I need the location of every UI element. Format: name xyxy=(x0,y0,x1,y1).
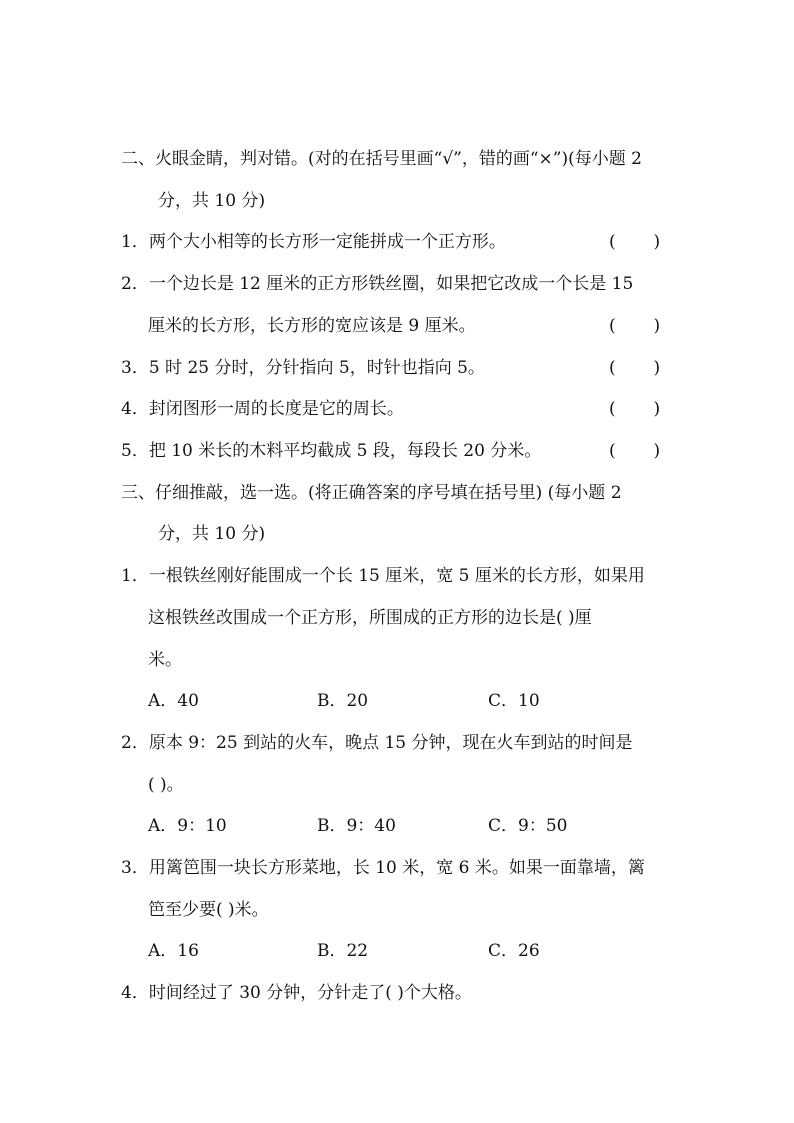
section2-heading-line2: 分，共 10 分) xyxy=(158,191,266,211)
mc-question-3-line1: 3．用篱笆围一块长方形菜地，长 10 米，宽 6 米。如果一面靠墙，篱 xyxy=(121,858,645,878)
option-c[interactable]: C．9：50 xyxy=(488,816,568,836)
mc-question-3-line2: 笆至少要( )米。 xyxy=(148,900,269,920)
option-a[interactable]: A．40 xyxy=(148,691,199,711)
tf-question-2-line1: 2．一个边长是 12 厘米的正方形铁丝圈，如果把它改成一个长是 15 xyxy=(121,274,634,294)
section3-heading-line2: 分，共 10 分) xyxy=(158,524,266,544)
option-a[interactable]: A．9：10 xyxy=(148,816,227,836)
tf-question-4: 4．封闭图形一周的长度是它的周长。 xyxy=(121,399,404,419)
option-b[interactable]: B．9：40 xyxy=(317,816,396,836)
tf-question-1: 1．两个大小相等的长方形一定能拼成一个正方形。 xyxy=(121,232,506,252)
answer-blank[interactable]: ( ) xyxy=(609,441,661,461)
tf-question-3: 3．5 时 25 分时，分针指向 5，时针也指向 5。 xyxy=(121,358,485,378)
section3-heading-line1: 三、仔细推敲，选一选。(将正确答案的序号填在括号里) (每小题 2 xyxy=(121,483,622,503)
mc-question-1-line1: 1．一根铁丝刚好能围成一个长 15 厘米，宽 5 厘米的长方形，如果用 xyxy=(121,566,645,586)
answer-blank[interactable]: ( ) xyxy=(609,316,661,336)
option-c[interactable]: C．26 xyxy=(488,941,540,961)
section2-heading-line1: 二、火眼金睛，判对错。(对的在括号里画“√”，错的画“×”)(每小题 2 xyxy=(121,149,642,169)
option-b[interactable]: B．20 xyxy=(317,691,369,711)
mc-question-2-line1: 2．原本 9：25 到站的火车，晚点 15 分钟，现在火车到站的时间是 xyxy=(121,733,633,753)
answer-blank[interactable]: ( ) xyxy=(609,232,661,252)
answer-blank[interactable]: ( ) xyxy=(609,358,661,378)
option-b[interactable]: B．22 xyxy=(317,941,369,961)
tf-question-2-line2: 厘米的长方形，长方形的宽应该是 9 厘米。 xyxy=(148,316,476,336)
mc-question-2-line2: ( )。 xyxy=(148,775,184,795)
mc-question-1-line2: 这根铁丝改围成一个正方形，所围成的正方形的边长是( )厘 xyxy=(148,608,592,628)
mc-question-4-line1: 4．时间经过了 30 分钟，分针走了( )个大格。 xyxy=(121,983,472,1003)
tf-question-5: 5．把 10 米长的木料平均截成 5 段，每段长 20 分米。 xyxy=(121,441,542,461)
option-a[interactable]: A．16 xyxy=(148,941,199,961)
option-c[interactable]: C．10 xyxy=(488,691,540,711)
mc-question-1-line3: 米。 xyxy=(148,650,182,670)
answer-blank[interactable]: ( ) xyxy=(609,399,661,419)
